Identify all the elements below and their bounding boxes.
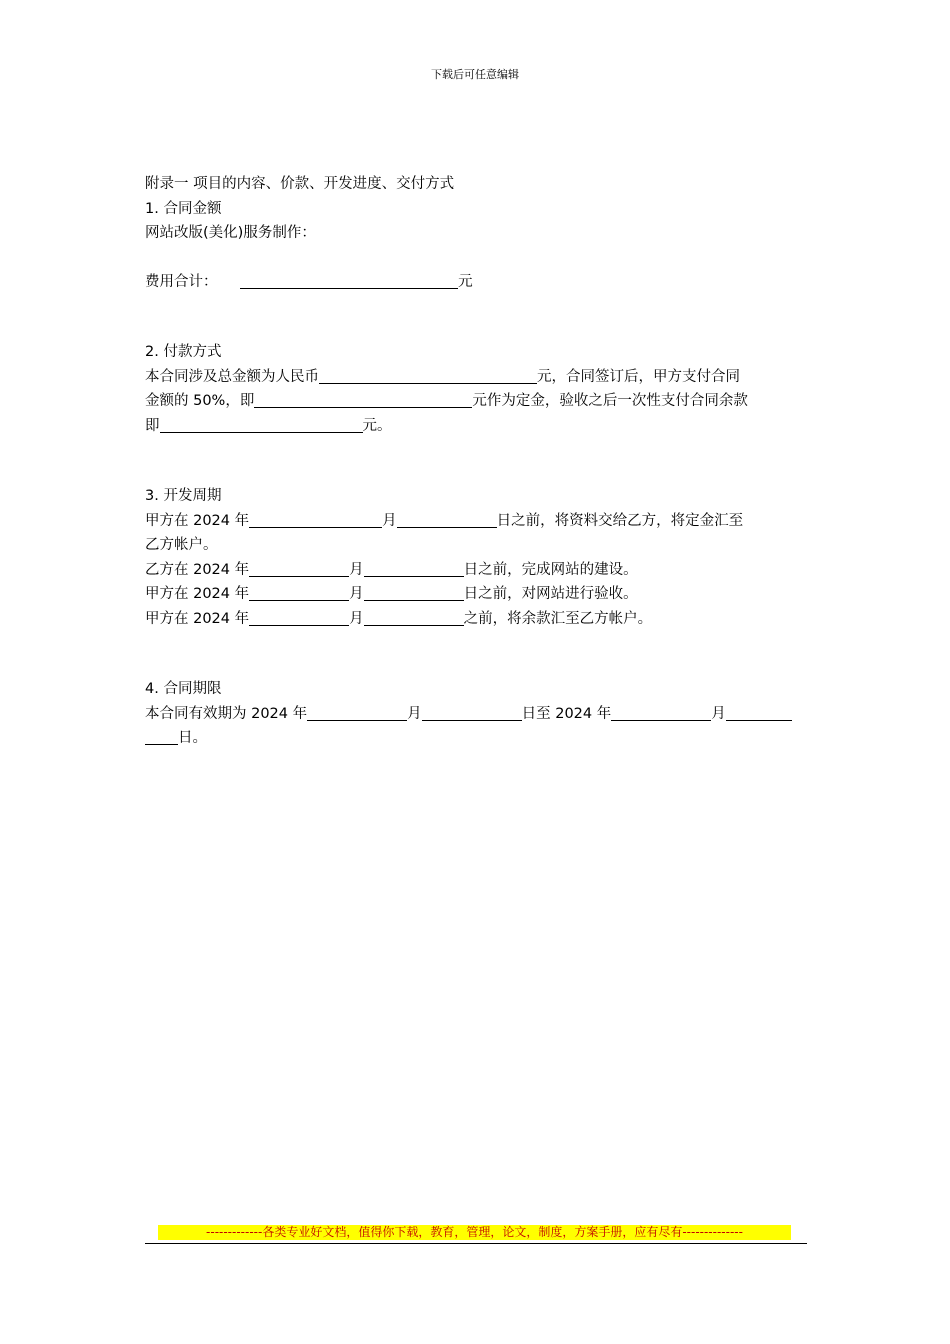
day-blank	[397, 510, 497, 528]
schedule-text: 月	[349, 586, 364, 602]
total-amount-blank	[319, 366, 537, 384]
schedule-text: 日之前，完成网站的建设。	[463, 561, 638, 578]
section1-heading: 1. 合同金额	[145, 200, 222, 217]
payment-line-3	[145, 414, 825, 439]
footer-rule	[145, 1243, 807, 1244]
term-line-1	[145, 702, 825, 727]
month-blank	[249, 583, 349, 601]
schedule-text: 甲方在 2024 年	[145, 610, 250, 627]
schedule-text: 日之前，对网站进行验收。	[463, 586, 638, 602]
deposit-blank	[254, 390, 472, 408]
term-text: 月	[711, 705, 726, 722]
month-blank	[307, 703, 407, 721]
schedule-text: 月	[349, 610, 364, 627]
document-body	[145, 172, 825, 751]
schedule-text: 日之前，将资料交给乙方，将定金汇至	[496, 512, 744, 529]
schedule-text: 月	[382, 512, 397, 529]
fee-blank	[240, 271, 458, 289]
month-blank	[249, 510, 382, 528]
day-blank	[364, 608, 464, 626]
schedule-text: 之前，将余款汇至乙方帐户。	[463, 610, 653, 627]
month-blank	[249, 559, 349, 577]
payment-text: 即	[145, 417, 160, 434]
fee-total-line	[145, 270, 825, 295]
balance-blank	[160, 415, 363, 433]
page-header: 下载后可任意编辑	[431, 68, 519, 81]
payment-text: 元作为定金，验收之后一次性支付合同余款	[472, 393, 748, 409]
day-blank	[726, 703, 792, 721]
schedule-row-1-cont: 乙方帐户。	[145, 537, 218, 553]
schedule-text: 月	[349, 561, 364, 578]
schedule-text: 乙方在 2024 年	[145, 561, 250, 578]
payment-text: 本合同涉及总金额为人民币	[145, 368, 319, 385]
term-text: 日至 2024 年	[521, 705, 612, 722]
day-blank	[364, 583, 464, 601]
term-text: 日。	[178, 730, 207, 746]
payment-text: 元。	[362, 417, 392, 434]
payment-line-1	[145, 365, 825, 390]
day-blank	[422, 703, 522, 721]
section4-heading: 4. 合同期限	[145, 681, 222, 697]
fee-unit: 元	[458, 273, 473, 290]
appendix-title: 附录一 项目的内容、价款、开发进度、交付方式	[145, 176, 455, 192]
schedule-row-4	[145, 607, 825, 632]
payment-line-2	[145, 389, 825, 414]
term-line-2	[145, 726, 825, 751]
month-blank	[249, 608, 349, 626]
schedule-row-3	[145, 582, 825, 607]
fee-label: 费用合计：	[145, 273, 218, 290]
service-line: 网站改版(美化)服务制作：	[145, 225, 316, 241]
section2-heading: 2. 付款方式	[145, 344, 222, 360]
payment-text: 元，合同签订后，甲方支付合同	[537, 368, 740, 385]
day-blank	[364, 559, 464, 577]
day-blank-cont	[145, 727, 178, 745]
payment-text: 金额的 50%，即	[145, 393, 255, 409]
section3-heading: 3. 开发周期	[145, 488, 222, 504]
schedule-row-2	[145, 558, 825, 583]
footer-banner: -------------各类专业好文档，值得你下载，教育，管理，论文，制度，方案手册，应有尽有--------------	[158, 1225, 791, 1240]
schedule-row-1	[145, 509, 825, 534]
month-blank	[611, 703, 711, 721]
term-text: 月	[407, 705, 422, 722]
term-text: 本合同有效期为 2024 年	[145, 705, 308, 722]
schedule-text: 甲方在 2024 年	[145, 512, 250, 529]
schedule-text: 甲方在 2024 年	[145, 586, 250, 602]
